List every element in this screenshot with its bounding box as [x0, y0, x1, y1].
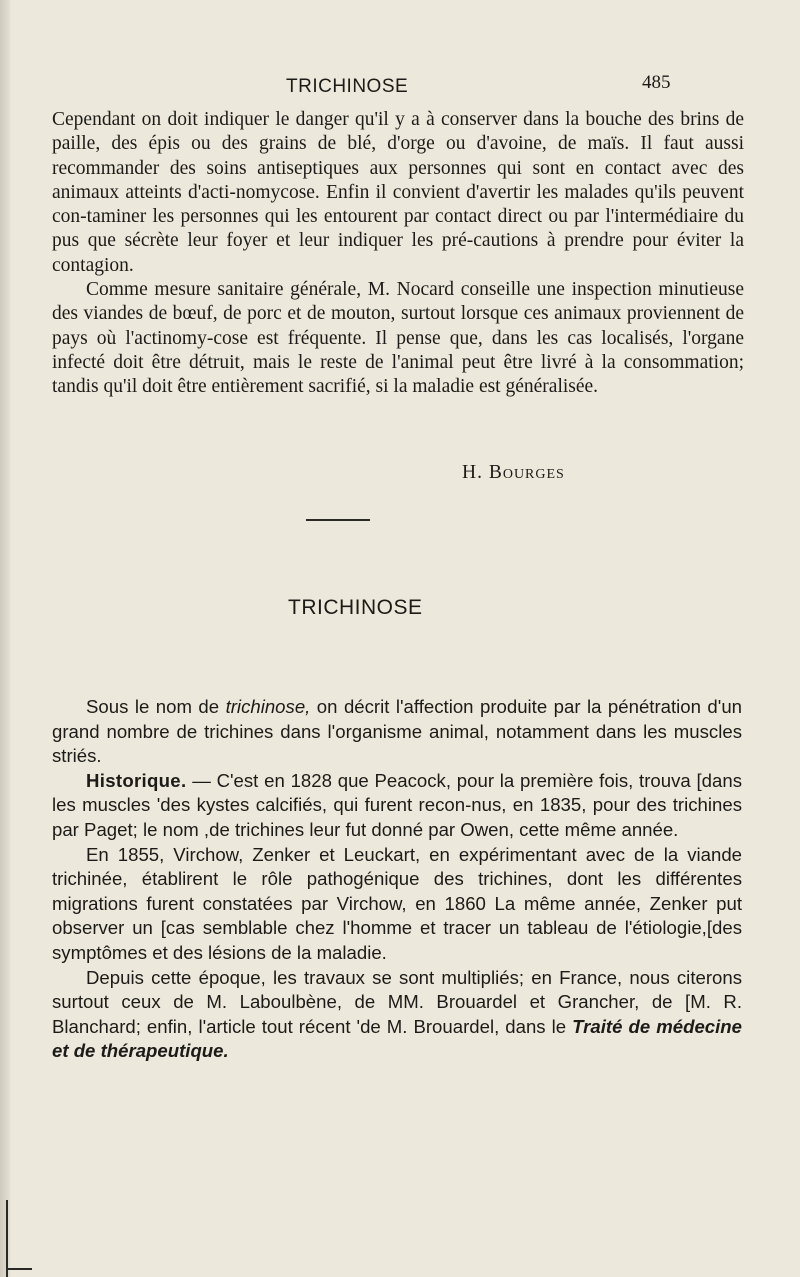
text-run: Sous le nom de	[86, 696, 226, 717]
article-title: TRICHINOSE	[288, 596, 423, 619]
running-head: TRICHINOSE	[286, 76, 409, 97]
page-number: 485	[642, 72, 671, 93]
text-run: on décrit l'affection produite par la pénétration d'un grand nombre de trichines dans l'organisme animal, notamment dans les muscles striés.	[52, 696, 742, 767]
text-run: — C'est en 1828 que Peacock, pour la première fois, trouva [dans les muscles 'des kystes calcifiés, qui furent recon-nus, en 1835, pour des trichines par Paget; le nom ,de trichines leur fut donné par Owen, cette même année.	[52, 769, 742, 840]
term-italic: trichinose,	[225, 696, 311, 717]
paragraph-definition	[52, 695, 742, 769]
section-divider	[306, 519, 370, 521]
paragraph: Comme mesure sanitaire générale, M. Nocard conseille une inspection minutieuse des viandes de bœuf, de porc et de mouton, surtout lorsque ces animaux proviennent de pays où l'actinomy-cose est fréquente. Il pense que, dans les cas localisés, l'organe infecté doit être détruit, mais le reste de l'animal peut être livré à la consommation; tandis qu'il doit être entièrement sacrifié, si la maladie est généralisée.	[52, 279, 744, 398]
paragraph: Cependant on doit indiquer le danger qu'il y a à conserver dans la bouche des brins de paille, des épis ou des grains de blé, d'orge ou d'avoine, de maïs. Il faut aussi recommander des soins antiseptiques aux personnes qui sont en contact avec des animaux atteints d'acti-nomycose. Enfin il convient d'avertir les malades qu'ils peuvent con-taminer les personnes qui les entourent par contact direct ou par l'intermédiaire du pus que sécrète leur foyer et leur indiquer les pré-cautions à prendre pour éviter la contagion.	[52, 109, 744, 276]
article-body	[52, 695, 742, 1064]
text-run: Depuis cette époque, les travaux se sont multipliés; en France, nous citerons surtout ceux de M. Laboulbène, de MM. Brouardel et Grancher, de [M. R. Blanchard; enfin, l'article tout récent 'de M. Brouardel, dans le	[52, 966, 742, 1037]
inline-heading: Historique.	[86, 769, 187, 791]
previous-article-body	[52, 108, 744, 400]
author-signature: H. Bourges	[462, 462, 565, 483]
paragraph-references	[52, 966, 742, 1064]
binding-mark-vertical	[6, 1200, 8, 1277]
paragraph-historique	[52, 769, 742, 843]
book-title: Traité de médecine et de thérapeutique.	[52, 1015, 742, 1062]
binding-mark-horizontal	[6, 1268, 32, 1270]
page-edge-shadow	[0, 0, 10, 1277]
paragraph: En 1855, Virchow, Zenker et Leuckart, en expérimentant avec de la viande trichinée, établirent le rôle pathogénique des trichines, dont les différentes migrations furent constatées par Virchow, en 1860 La même année, Zenker put observer un [cas semblable chez l'homme et tracer un tableau de l'étiologie,[des symptômes et des lésions de la maladie.	[52, 843, 742, 963]
